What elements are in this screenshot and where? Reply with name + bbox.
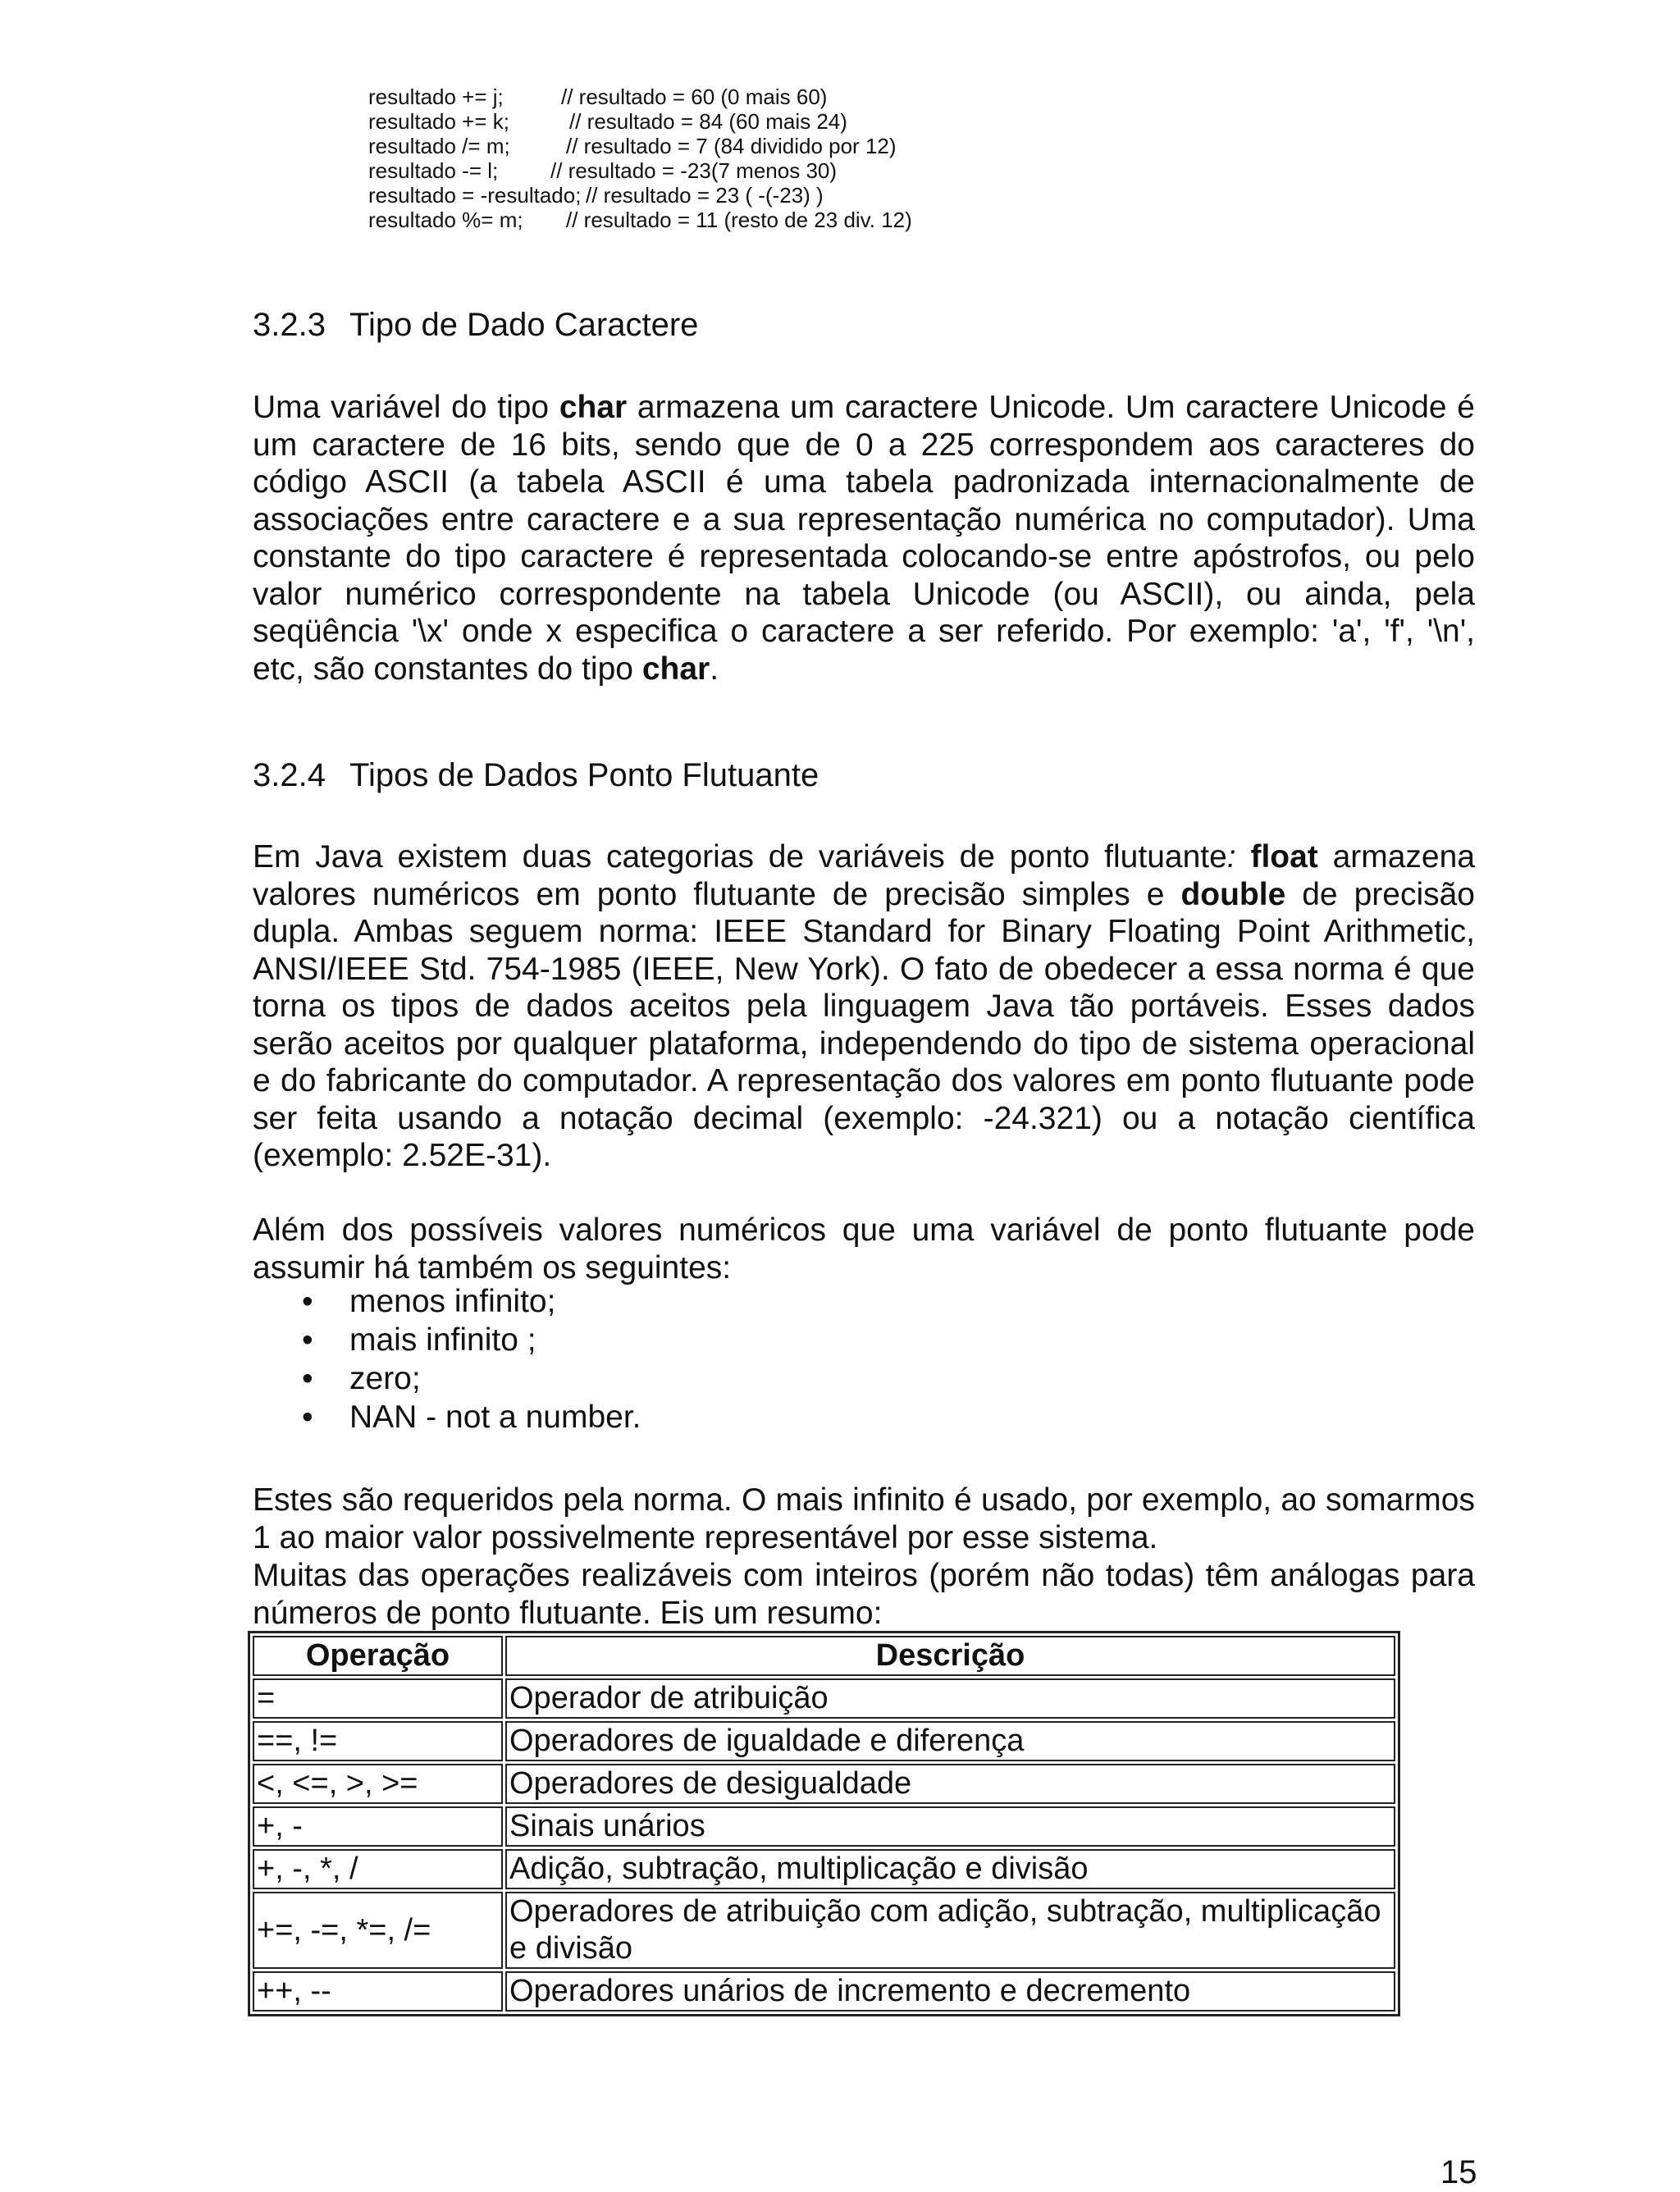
column-header: Descrição — [505, 1636, 1395, 1676]
code-comment: // resultado = -23(7 menos 30) — [550, 158, 838, 183]
list-item-text: zero; — [349, 1361, 421, 1396]
text: armazena valores numéricos em ponto flutuante de precisão simples e — [253, 839, 1476, 912]
table-row — [253, 1849, 1395, 1889]
table-cell: <, <=, >, >= — [253, 1764, 503, 1804]
section-heading-char — [253, 305, 698, 345]
column-header: Operação — [253, 1636, 503, 1676]
table-cell: Operadores unários de incremento e decremento — [505, 1971, 1395, 2012]
table-cell: +, - — [253, 1806, 503, 1847]
list-item — [302, 1359, 641, 1398]
list-item — [302, 1321, 641, 1359]
code-line — [368, 208, 912, 232]
table-cell: ==, != — [253, 1721, 503, 1761]
code-line — [368, 109, 912, 134]
list-item-text: menos infinito; — [349, 1284, 556, 1319]
list-item-text: NAN - not a number. — [349, 1400, 641, 1435]
code-comment: // resultado = 60 (0 mais 60) — [561, 84, 828, 109]
table-row — [253, 1892, 1395, 1969]
code-comment: // resultado = 84 (60 mais 24) — [569, 109, 847, 134]
code-statement: resultado = -resultado; — [368, 183, 582, 208]
paragraph-required — [253, 1482, 1475, 1556]
table-row — [253, 1721, 1395, 1761]
table-cell: = — [253, 1678, 503, 1719]
text: Em Java existem duas categorias de variáveis de ponto flutuante — [253, 839, 1227, 875]
code-line — [368, 183, 912, 208]
section-number: 3.2.4 — [253, 757, 326, 793]
table-row — [253, 1764, 1395, 1804]
code-comment: // resultado = 23 ( -(-23) ) — [586, 183, 824, 208]
text: : — [1226, 839, 1236, 875]
section-title: Tipo de Dado Caractere — [349, 307, 699, 343]
list-item — [302, 1398, 641, 1436]
paragraph-special-values — [253, 1212, 1475, 1286]
bullet-icon: • — [302, 1361, 313, 1396]
text: Estes são requeridos pela norma. O mais infinito é usado, por exemplo, ao somarmos 1 ao maior valor possivelmente representável por esse sistema. — [253, 1482, 1475, 1555]
code-line — [368, 84, 912, 109]
table-row — [253, 1806, 1395, 1847]
text: . — [710, 651, 719, 687]
code-block — [368, 84, 912, 232]
text: armazena um caractere Unicode. Um caractere Unicode é um caractere de 16 bits, sendo que de 0 a 225 correspondem aos caracteres do código ASCII (a tabela ASCII é uma tabela padronizada internacionalmente de associações entre caractere e a sua representação numérica no computador). Uma constante do tipo caractere é representada colocando-se entre apóstrofos, ou pelo valor numérico correspondente na tabela Unicode (ou ASCII), ou ainda, pela seqüência '\x' onde x especifica o caractere a ser referido. Por exemplo: 'a', 'f', '\n', etc, são constantes do tipo — [253, 390, 1475, 687]
code-line — [368, 134, 912, 158]
table-cell: Operador de atribuição — [505, 1678, 1395, 1719]
code-statement: resultado %= m; — [368, 208, 523, 232]
operations-table — [248, 1631, 1400, 2016]
keyword-float: float — [1250, 839, 1318, 875]
table-header-row — [253, 1636, 1395, 1676]
code-statement: resultado -= l; — [368, 158, 499, 183]
table-cell: +, -, *, / — [253, 1849, 503, 1889]
paragraph-summary — [253, 1557, 1475, 1632]
text: Muitas das operações realizáveis com inteiros (porém não todas) têm análogas para números de ponto flutuante. Eis um resumo: — [253, 1558, 1475, 1631]
keyword-char: char — [559, 390, 628, 425]
table-cell: ++, -- — [253, 1971, 503, 2012]
table-cell: Operadores de desigualdade — [505, 1764, 1395, 1804]
bullet-icon: • — [302, 1322, 313, 1358]
list-item-text: mais infinito ; — [349, 1322, 536, 1358]
table-row — [253, 1678, 1395, 1719]
table-cell: +=, -=, *=, /= — [253, 1892, 503, 1969]
list-item — [302, 1282, 641, 1321]
table-row — [253, 1971, 1395, 2012]
text: Além dos possíveis valores numéricos que uma variável de ponto flutuante pode assumir há também os seguintes: — [253, 1212, 1475, 1286]
code-statement: resultado += j; — [368, 84, 504, 109]
text: Uma variável do tipo — [253, 390, 559, 425]
table-cell: Operadores de igualdade e diferença — [505, 1721, 1395, 1761]
section-title: Tipos de Dados Ponto Flutuante — [349, 757, 819, 793]
keyword-char: char — [641, 651, 710, 687]
code-line — [368, 158, 912, 183]
code-comment: // resultado = 7 (84 dividido por 12) — [566, 134, 897, 158]
table-cell: Operadores de atribuição com adição, subtração, multiplicação e divisão — [505, 1892, 1395, 1969]
bullet-list — [302, 1282, 641, 1436]
section-heading-float — [253, 756, 819, 795]
paragraph-char — [253, 389, 1475, 687]
code-statement: resultado /= m; — [368, 134, 510, 158]
code-statement: resultado += k; — [368, 109, 509, 134]
table-cell: Adição, subtração, multiplicação e divisão — [505, 1849, 1395, 1889]
keyword-double: double — [1180, 876, 1286, 912]
bullet-icon: • — [302, 1400, 313, 1435]
section-number: 3.2.3 — [253, 307, 326, 343]
page-number: 15 — [1440, 2154, 1477, 2190]
paragraph-float — [253, 838, 1475, 1175]
code-comment: // resultado = 11 (resto de 23 div. 12) — [566, 208, 912, 232]
text: de precisão dupla. Ambas seguem norma: IEEE Standard for Binary Floating Point Arithmetic, ANSI/IEEE Std. 754-1985 (IEEE, New York). O fato de obedecer a essa norma é que torna os tipos de dados aceitos pela linguagem Java tão portáveis. Esses dados serão aceitos por qualquer plataforma, independendo do tipo de sistema operacional e do fabricante do computador. A representação dos valores em ponto flutuante pode ser feita usando a notação decimal (exemplo: -24.321) ou a notação científica (exemplo: 2.52E-31). — [253, 876, 1475, 1173]
table-cell: Sinais unários — [505, 1806, 1395, 1847]
bullet-icon: • — [302, 1284, 313, 1319]
